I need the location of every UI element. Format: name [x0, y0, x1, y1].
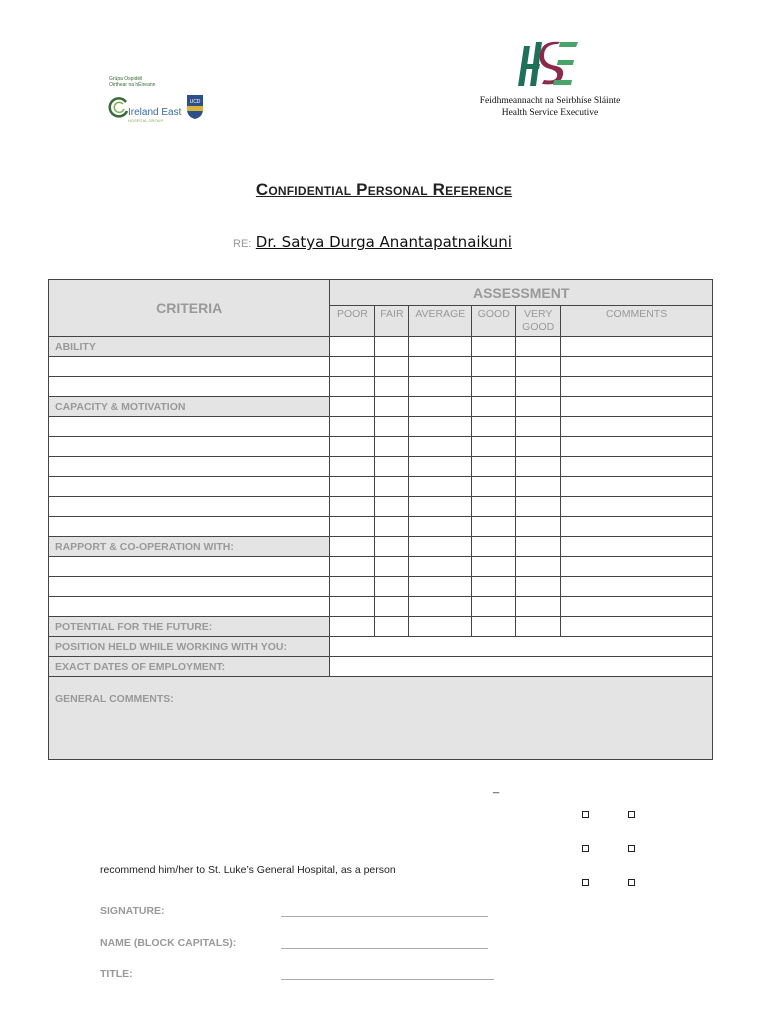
cell-poor[interactable] — [330, 417, 375, 437]
cell-fair[interactable] — [375, 597, 409, 617]
cell-good[interactable] — [472, 437, 516, 457]
table-row — [49, 557, 713, 577]
assessment-header: ASSESSMENT — [330, 280, 713, 306]
table-row — [49, 577, 713, 597]
cell-poor[interactable] — [330, 397, 375, 417]
cell-very-good[interactable] — [516, 417, 561, 437]
cell-good[interactable] — [472, 617, 516, 637]
cell-very-good[interactable] — [516, 517, 561, 537]
cell-good[interactable] — [472, 457, 516, 477]
criteria-cell[interactable] — [49, 417, 330, 437]
column-average: AVERAGE — [409, 306, 472, 337]
cell-very-good[interactable] — [516, 397, 561, 417]
column-good: GOOD — [472, 306, 516, 337]
cell-fair[interactable] — [375, 557, 409, 577]
title-label: TITLE: — [100, 968, 133, 980]
checkbox-3a[interactable] — [582, 879, 589, 886]
cell-poor[interactable] — [330, 617, 375, 637]
signature-line[interactable] — [281, 916, 488, 917]
cell-very-good[interactable] — [516, 577, 561, 597]
ucd-crest-icon — [186, 94, 204, 120]
table-row — [49, 437, 713, 457]
section-row — [49, 677, 713, 760]
table-row — [49, 497, 713, 517]
column-comments: COMMENTS — [561, 306, 713, 337]
cell-good[interactable] — [472, 377, 516, 397]
column-poor: POOR — [330, 306, 375, 337]
table-row — [49, 457, 713, 477]
cell-average[interactable] — [409, 617, 472, 637]
cell-poor[interactable] — [330, 537, 375, 557]
criteria-cell[interactable] — [49, 517, 330, 537]
irish-name — [109, 76, 189, 88]
criteria-cell[interactable] — [49, 457, 330, 477]
cell-fair[interactable] — [375, 537, 409, 557]
cell-poor[interactable] — [330, 437, 375, 457]
cell-fair[interactable] — [375, 577, 409, 597]
cell-fair[interactable] — [375, 337, 409, 357]
cell-very-good[interactable] — [516, 557, 561, 577]
hse-logo — [470, 38, 630, 122]
criteria-cell[interactable] — [49, 557, 330, 577]
checkbox-1a[interactable] — [582, 811, 589, 818]
cell-average[interactable] — [409, 497, 472, 517]
cell-comments[interactable] — [561, 477, 713, 497]
cell-comments[interactable] — [561, 337, 713, 357]
criteria-cell[interactable] — [49, 497, 330, 517]
crest-text: UCD — [189, 99, 201, 105]
cell-fair[interactable] — [375, 497, 409, 517]
irish-line-2: Oirthear na hÉireann — [109, 82, 156, 88]
reference-table — [48, 279, 713, 760]
irish-line-1: Grúpa Ospidéil — [109, 76, 143, 82]
section-capacity: CAPACITY & MOTIVATION — [49, 397, 330, 417]
cell-poor[interactable] — [330, 357, 375, 377]
cell-very-good[interactable] — [516, 497, 561, 517]
section-rapport: RAPPORT & CO-OPERATION WITH: — [49, 537, 330, 557]
hse-english-name: Health Service Executive — [501, 108, 599, 118]
cell-fair[interactable] — [375, 517, 409, 537]
cell-comments[interactable] — [561, 497, 713, 517]
title-line[interactable] — [281, 979, 494, 980]
re-line — [233, 233, 512, 252]
cell-good[interactable] — [472, 577, 516, 597]
cell-average[interactable] — [409, 437, 472, 457]
cell-good[interactable] — [472, 337, 516, 357]
cell-comments[interactable] — [561, 537, 713, 557]
section-row — [49, 537, 713, 557]
cell-comments[interactable] — [561, 357, 713, 377]
cell-poor[interactable] — [330, 457, 375, 477]
section-ability: ABILITY — [49, 337, 330, 357]
position-field[interactable] — [330, 637, 713, 657]
cell-poor[interactable] — [330, 477, 375, 497]
cell-average[interactable] — [409, 337, 472, 357]
checkbox-2b[interactable] — [628, 845, 635, 852]
cell-fair[interactable] — [375, 397, 409, 417]
cell-comments[interactable] — [561, 397, 713, 417]
section-position: POSITION HELD WHILE WORKING WITH YOU: — [49, 637, 330, 657]
cell-fair[interactable] — [375, 477, 409, 497]
document-title: Confidential Personal Reference — [255, 180, 513, 199]
cell-comments[interactable] — [561, 437, 713, 457]
cell-comments[interactable] — [561, 377, 713, 397]
cell-good[interactable] — [472, 597, 516, 617]
ireland-east-subtitle: HOSPITAL GROUP — [128, 118, 164, 123]
cell-poor[interactable] — [330, 557, 375, 577]
stray-dash: _ — [493, 782, 500, 794]
criteria-cell[interactable] — [49, 477, 330, 497]
cell-comments[interactable] — [561, 617, 713, 637]
cell-average[interactable] — [409, 537, 472, 557]
cell-poor[interactable] — [330, 337, 375, 357]
dates-field[interactable] — [330, 657, 713, 677]
cell-average[interactable] — [409, 457, 472, 477]
cell-very-good[interactable] — [516, 337, 561, 357]
table-row — [49, 597, 713, 617]
name-label: NAME (BLOCK CAPITALS): — [100, 937, 237, 949]
cell-good[interactable] — [472, 357, 516, 377]
cell-comments[interactable] — [561, 417, 713, 437]
cell-good[interactable] — [472, 557, 516, 577]
recommend-statement: recommend him/her to St. Luke’s General Hospital, as a person — [100, 864, 396, 876]
cell-very-good[interactable] — [516, 617, 561, 637]
table-row — [49, 417, 713, 437]
table-row — [49, 517, 713, 537]
cell-fair[interactable] — [375, 437, 409, 457]
cell-poor[interactable] — [330, 577, 375, 597]
criteria-cell[interactable] — [49, 377, 330, 397]
cell-average[interactable] — [409, 377, 472, 397]
cell-poor[interactable] — [330, 377, 375, 397]
cell-average[interactable] — [409, 557, 472, 577]
cell-very-good[interactable] — [516, 357, 561, 377]
cell-average[interactable] — [409, 517, 472, 537]
cell-good[interactable] — [472, 517, 516, 537]
cell-average[interactable] — [409, 357, 472, 377]
column-fair: FAIR — [375, 306, 409, 337]
cell-fair[interactable] — [375, 357, 409, 377]
checkbox-2a[interactable] — [582, 845, 589, 852]
table-row — [49, 477, 713, 497]
ireland-east-ring-icon — [108, 96, 130, 118]
hse-mark-icon — [514, 38, 584, 90]
table-row — [49, 377, 713, 397]
cell-average[interactable] — [409, 417, 472, 437]
cell-average[interactable] — [409, 397, 472, 417]
section-row — [49, 617, 713, 637]
criteria-cell[interactable] — [49, 577, 330, 597]
cell-very-good[interactable] — [516, 477, 561, 497]
cell-comments[interactable] — [561, 457, 713, 477]
cell-fair[interactable] — [375, 617, 409, 637]
ireland-east-name: Ireland East — [128, 107, 182, 118]
section-row — [49, 637, 713, 657]
criteria-cell[interactable] — [49, 357, 330, 377]
cell-very-good[interactable] — [516, 597, 561, 617]
cell-comments[interactable] — [561, 517, 713, 537]
cell-fair[interactable] — [375, 377, 409, 397]
cell-average[interactable] — [409, 597, 472, 617]
criteria-header: CRITERIA — [49, 280, 330, 337]
section-dates: EXACT DATES OF EMPLOYMENT: — [49, 657, 330, 677]
cell-comments[interactable] — [561, 557, 713, 577]
criteria-cell[interactable] — [49, 597, 330, 617]
cell-poor[interactable] — [330, 497, 375, 517]
column-very-good: VERY GOOD — [516, 306, 561, 337]
cell-very-good[interactable] — [516, 537, 561, 557]
re-name: Dr. Satya Durga Anantapatnaikuni — [255, 233, 512, 251]
section-row — [49, 397, 713, 417]
cell-good[interactable] — [472, 477, 516, 497]
criteria-cell[interactable] — [49, 437, 330, 457]
checkbox-3b[interactable] — [628, 879, 635, 886]
cell-average[interactable] — [409, 477, 472, 497]
cell-poor[interactable] — [330, 517, 375, 537]
cell-good[interactable] — [472, 417, 516, 437]
cell-average[interactable] — [409, 577, 472, 597]
cell-very-good[interactable] — [516, 457, 561, 477]
cell-good[interactable] — [472, 397, 516, 417]
section-row — [49, 657, 713, 677]
cell-very-good[interactable] — [516, 377, 561, 397]
re-label: RE: — [233, 238, 252, 250]
table-row — [49, 357, 713, 377]
cell-very-good[interactable] — [516, 437, 561, 457]
cell-fair[interactable] — [375, 417, 409, 437]
cell-fair[interactable] — [375, 457, 409, 477]
cell-comments[interactable] — [561, 597, 713, 617]
signature-label: SIGNATURE: — [100, 905, 165, 917]
name-line[interactable] — [281, 948, 488, 949]
cell-poor[interactable] — [330, 597, 375, 617]
section-potential: POTENTIAL FOR THE FUTURE: — [49, 617, 330, 637]
checkbox-1b[interactable] — [628, 811, 635, 818]
general-comments-field[interactable]: GENERAL COMMENTS: — [49, 677, 713, 760]
cell-good[interactable] — [472, 497, 516, 517]
ireland-east-logo — [106, 76, 212, 126]
hse-irish-name: Feidhmeannacht na Seirbhíse Sláinte — [479, 96, 621, 106]
cell-comments[interactable] — [561, 577, 713, 597]
section-row — [49, 337, 713, 357]
cell-good[interactable] — [472, 537, 516, 557]
